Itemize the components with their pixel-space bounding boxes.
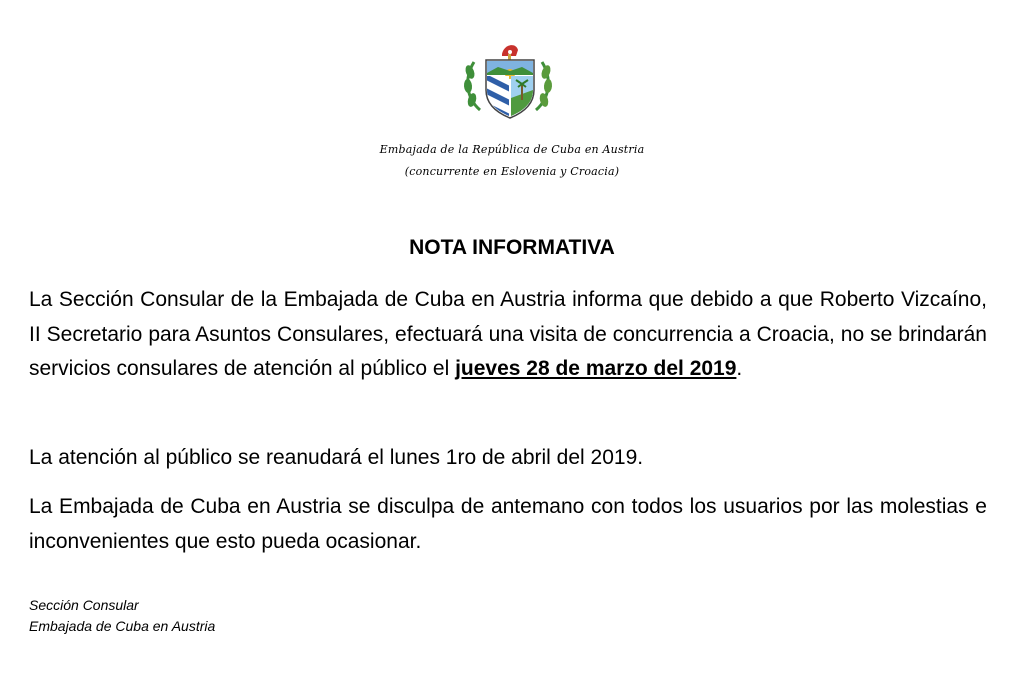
paragraph-announcement	[29, 283, 987, 387]
paragraph-resumption: La atención al público se reanudará el lunes 1ro de abril del 2019.	[29, 446, 644, 469]
embassy-name: Embajada de la República de Cuba en Austria	[379, 143, 645, 156]
closure-date: jueves 28 de marzo del 2019	[455, 357, 737, 380]
cuban-coat-of-arms-icon	[458, 40, 558, 122]
announcement-text: La Sección Consular de la Embajada de Cuba en Austria informa que debido a que Roberto Vizcaíno, II Secretario para Asuntos Consulares, efectuará una visita de concurrencia a Croacia, no se brindarán servicios consulares de atención al público el	[29, 288, 987, 380]
signature-section: Sección Consular	[29, 597, 139, 613]
paragraph-apology: La Embajada de Cuba en Austria se disculpa de antemano con todos los usuarios por las molestias e inconvenientes que esto pueda ocasionar.	[29, 495, 987, 553]
embassy-concurrence: (concurrente en Eslovenia y Croacia)	[404, 165, 620, 178]
note-title: NOTA INFORMATIVA	[409, 236, 615, 259]
announcement-end: .	[736, 357, 743, 380]
signature-embassy: Embajada de Cuba en Austria	[29, 618, 216, 634]
